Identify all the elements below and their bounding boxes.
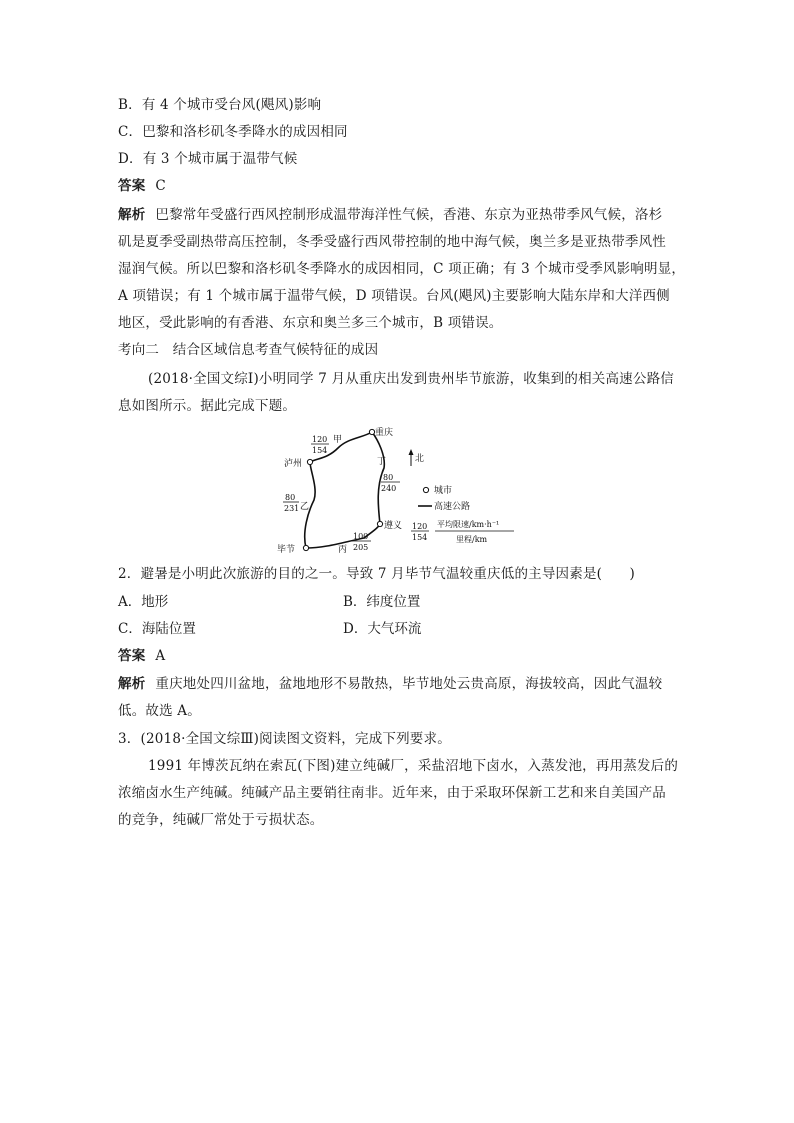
answer-value: A	[155, 648, 166, 664]
q3-material-line-1: 1991 年博茨瓦纳在索瓦(下图)建立纯碱厂，采盐沼地下卤水，入蒸发池，再用蒸发后的	[148, 758, 679, 774]
option-c: C．巴黎和洛杉矶冬季降水的成因相同	[118, 124, 348, 140]
explanation-1-line-3: 湿润气候。所以巴黎和洛杉矶冬季降水的成因相同，C 项正确；有 3 个城市受季风影响明显，	[118, 261, 686, 277]
label-bijie: 毕节	[277, 545, 296, 555]
explanation-text: 巴黎常年受盛行西风控制形成温带海洋性气候，香港、东京为亚热带季风气候，洛杉	[155, 207, 663, 223]
q2-option-a: A．地形	[118, 594, 169, 610]
yi-km: 231	[284, 504, 300, 513]
city-bijie	[303, 545, 308, 550]
yi-speed: 80	[285, 493, 296, 502]
explanation-2-line-1	[118, 674, 662, 694]
explanation-label: 解析	[118, 676, 146, 692]
answer-value: C	[155, 178, 166, 194]
legend-sample-km: 154	[412, 533, 428, 542]
answer-2	[118, 646, 165, 666]
legend-speed-label: 平均限速/km·h⁻¹	[437, 520, 500, 529]
north-label: 北	[415, 454, 425, 464]
answer-label: 答案	[118, 178, 146, 194]
question-2: 2．避暑是小明此次旅游的目的之一。导致 7 月毕节气温较重庆低的主导因素是( )	[118, 566, 635, 582]
answer-1	[118, 176, 166, 196]
ding-speed: 80	[383, 473, 394, 482]
explanation-label: 解析	[118, 207, 146, 223]
option-d: D．有 3 个城市属于温带气候	[118, 151, 298, 167]
explanation-text: 重庆地处四川盆地，盆地地形不易散热，毕节地处云贵高原，海拔较高，因此气温较	[155, 676, 663, 692]
q3-material-line-2: 浓缩卤水生产纯碱。纯碱产品主要销往南非。近年来，由于采取环保新工艺和来自美国产品	[118, 785, 666, 801]
label-zunyi: 遵义	[384, 521, 403, 531]
answer-label: 答案	[118, 648, 146, 664]
explanation-1-line-2: 矶是夏季受副热带高压控制，冬季受盛行西风带控制的地中海气候，奥兰多是亚热带季风性	[118, 234, 666, 250]
north-arrowhead-icon	[409, 449, 414, 455]
segment-bing: 丙	[338, 545, 348, 555]
legend-sample-speed: 120	[412, 522, 428, 531]
bing-speed: 100	[353, 532, 369, 541]
intro-line-2: 息如图所示。据此完成下题。	[118, 398, 297, 414]
legend-highway: 高速公路	[434, 502, 471, 512]
explanation-1-line-4: A 项错误；有 1 个城市属于温带气候，D 项错误。台风(飓风)主要影响大陆东岸和大洋西侧	[118, 288, 670, 304]
city-luzhou	[307, 459, 312, 464]
q2-option-d: D．大气环流	[343, 621, 422, 637]
q2-option-c: C．海陆位置	[118, 621, 196, 637]
section-heading: 考向二 结合区域信息考查气候特征的成因	[118, 342, 379, 358]
city-zunyi	[377, 521, 382, 526]
legend-km-label: 里程/km	[456, 535, 488, 544]
ding-km: 240	[381, 484, 397, 493]
legend-city-icon	[423, 487, 428, 492]
explanation-1-line-5: 地区，受此影响的有香港、东京和奥兰多三个城市，B 项错误。	[118, 315, 503, 331]
q3-material-line-3: 的竞争，纯碱厂常处于亏损状态。	[118, 812, 324, 828]
jia-km: 154	[312, 446, 328, 455]
legend-city: 城市	[434, 486, 453, 496]
jia-speed: 120	[312, 435, 328, 444]
label-luzhou: 泸州	[284, 459, 303, 469]
q2-option-b: B．纬度位置	[343, 594, 421, 610]
explanation-2-line-2: 低。故选 A。	[118, 703, 201, 719]
city-chongqing	[369, 429, 374, 434]
segment-jia: 甲	[333, 435, 343, 445]
label-chongqing: 重庆	[375, 428, 394, 438]
highway-map	[274, 426, 534, 556]
bing-km: 205	[353, 543, 369, 552]
segment-yi: 乙	[300, 502, 310, 512]
question-3: 3．(2018·全国文综Ⅲ)阅读图文资料，完成下列要求。	[118, 731, 451, 747]
segment-ding: 丁	[377, 457, 387, 467]
intro-line-1: (2018·全国文综Ⅰ)小明同学 7 月从重庆出发到贵州毕节旅游，收集到的相关高速公路信	[148, 371, 674, 387]
option-b: B．有 4 个城市受台风(飓风)影响	[118, 97, 322, 113]
explanation-1-line-1	[118, 205, 662, 225]
